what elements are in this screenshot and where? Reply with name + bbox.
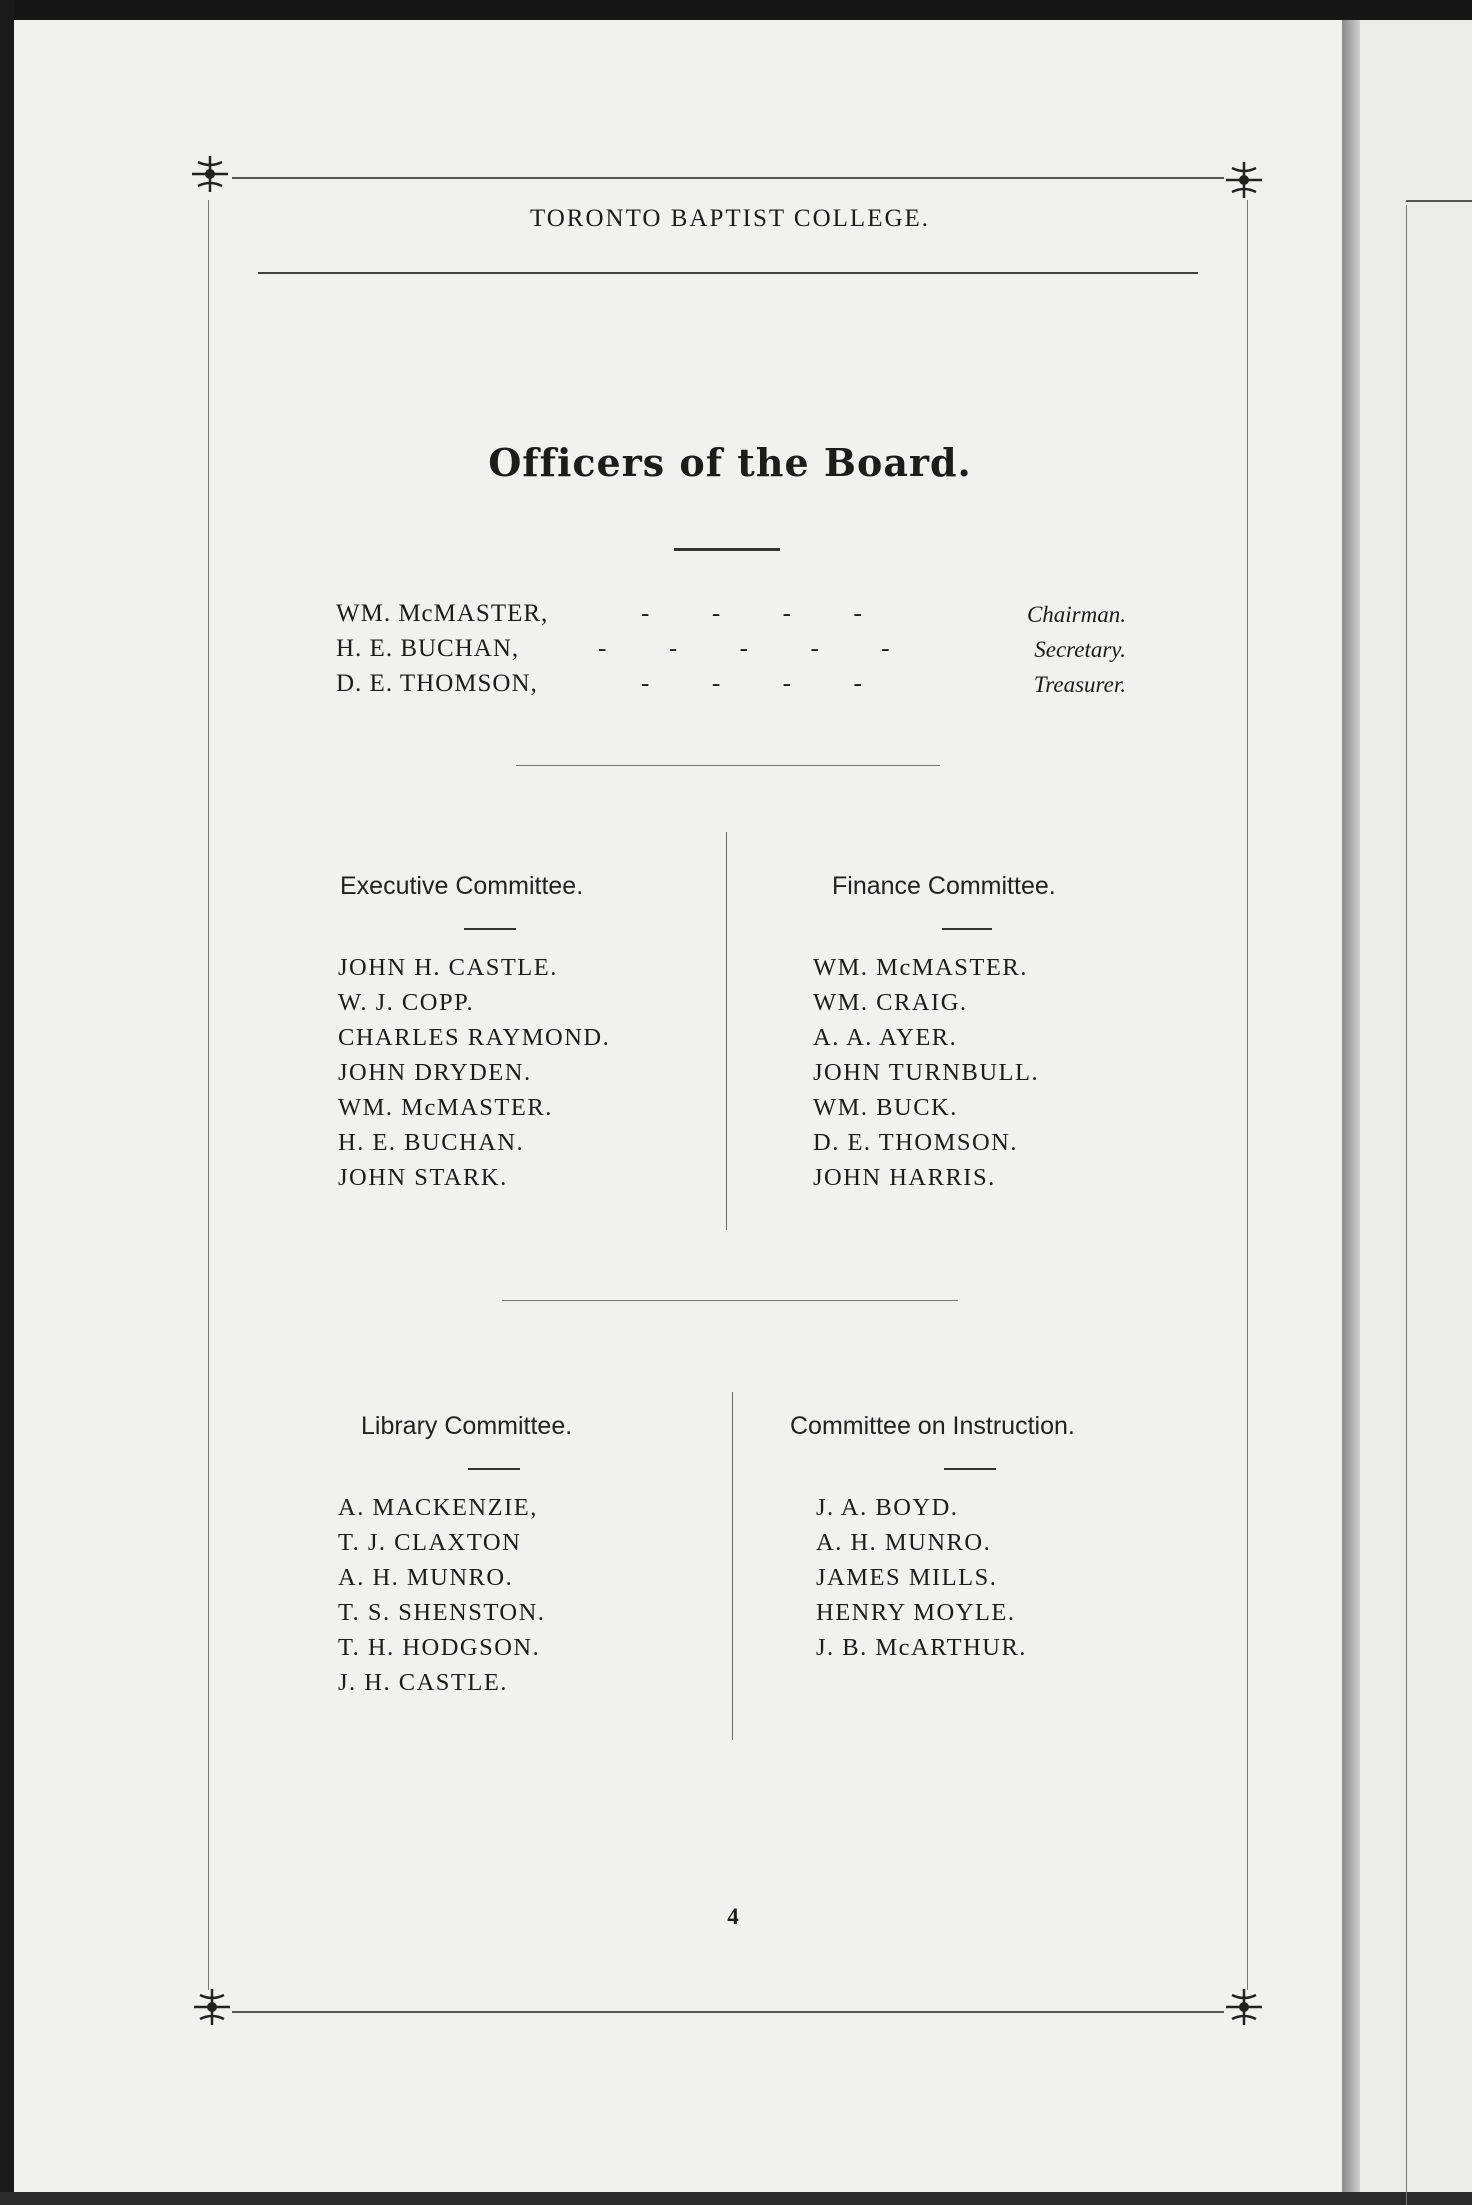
officer-leader: - - - - -: [598, 635, 890, 662]
executive-committee-heading: Executive Committee.: [340, 872, 584, 900]
list-item: J. B. McARTHUR.: [816, 1634, 1027, 1661]
section-divider: [502, 1300, 958, 1301]
list-item: JOHN STARK.: [338, 1164, 508, 1191]
running-header: TORONTO BAPTIST COLLEGE.: [529, 205, 931, 232]
officer-row: [336, 670, 1126, 704]
heading-underline: [468, 1468, 520, 1470]
list-item: JOHN TURNBULL.: [813, 1059, 1040, 1086]
page-number: 4: [727, 1904, 739, 1929]
frame-left-border: [208, 200, 209, 1990]
floral-corner-ornament-icon: [190, 1985, 234, 2029]
scan-top-edge: [0, 0, 1472, 20]
list-item: J. H. CASTLE.: [338, 1669, 508, 1696]
list-item: T. H. HODGSON.: [338, 1634, 541, 1661]
header-rule: [258, 272, 1198, 274]
finance-committee-heading: Finance Committee.: [832, 872, 1056, 900]
list-item: WM. BUCK.: [813, 1094, 958, 1121]
list-item: JAMES MILLS.: [816, 1564, 998, 1591]
officer-role: Chairman.: [1026, 602, 1126, 627]
list-item: WM. McMASTER.: [813, 954, 1028, 981]
library-committee-heading: Library Committee.: [361, 1412, 573, 1440]
list-item: JOHN DRYDEN.: [338, 1059, 532, 1086]
list-item: WM. McMASTER.: [338, 1094, 553, 1121]
page: [14, 20, 1342, 2192]
officer-name: H. E. BUCHAN,: [336, 635, 520, 662]
instruction-committee-heading: Committee on Instruction.: [790, 1412, 1075, 1440]
list-item: A. MACKENZIE,: [338, 1494, 538, 1521]
officer-leader: - - - -: [641, 670, 862, 697]
floral-corner-ornament-icon: [1222, 158, 1266, 202]
scan-left-edge: [0, 0, 14, 2192]
list-item: WM. CRAIG.: [813, 989, 968, 1016]
floral-corner-ornament-icon: [188, 152, 232, 196]
officer-row: [336, 635, 1126, 669]
officer-role: Secretary.: [1034, 637, 1126, 662]
officer-name: WM. McMASTER,: [336, 600, 549, 627]
list-item: A. A. AYER.: [813, 1024, 958, 1051]
floral-corner-ornament-icon: [1222, 1985, 1266, 2029]
list-item: J. A. BOYD.: [816, 1494, 959, 1521]
list-item: W. J. COPP.: [338, 989, 475, 1016]
heading-underline: [942, 928, 992, 930]
list-item: T. J. CLAXTON: [338, 1529, 522, 1556]
list-item: CHARLES RAYMOND.: [338, 1024, 611, 1051]
section-divider: [516, 765, 940, 766]
list-item: D. E. THOMSON.: [813, 1129, 1018, 1156]
executive-committee-list: [338, 950, 610, 1195]
column-divider: [726, 832, 727, 1230]
list-item: H. E. BUCHAN.: [338, 1129, 525, 1156]
adjacent-page-edge: [1360, 20, 1472, 2192]
heading-underline: [944, 1468, 996, 1470]
title-underline: [674, 548, 780, 551]
list-item: A. H. MUNRO.: [338, 1564, 514, 1591]
officer-leader: - - - -: [641, 600, 862, 627]
heading-underline: [464, 928, 516, 930]
frame-top-border: [232, 177, 1224, 179]
officer-role: Treasurer.: [1033, 672, 1126, 697]
officer-row: [336, 600, 1126, 634]
list-item: T. S. SHENSTON.: [338, 1599, 546, 1626]
instruction-committee-list: [816, 1490, 1027, 1665]
column-divider: [732, 1392, 733, 1740]
page-title: Officers of the Board.: [488, 440, 972, 485]
list-item: JOHN HARRIS.: [813, 1164, 996, 1191]
officer-name: D. E. THOMSON,: [336, 670, 538, 697]
list-item: JOHN H. CASTLE.: [338, 954, 558, 981]
book-gutter: [1342, 20, 1360, 2192]
list-item: A. H. MUNRO.: [816, 1529, 992, 1556]
library-committee-list: [338, 1490, 545, 1700]
frame-bottom-border: [232, 2011, 1224, 2013]
list-item: HENRY MOYLE.: [816, 1599, 1016, 1626]
frame-right-border: [1247, 200, 1248, 1990]
finance-committee-list: [813, 950, 1039, 1195]
